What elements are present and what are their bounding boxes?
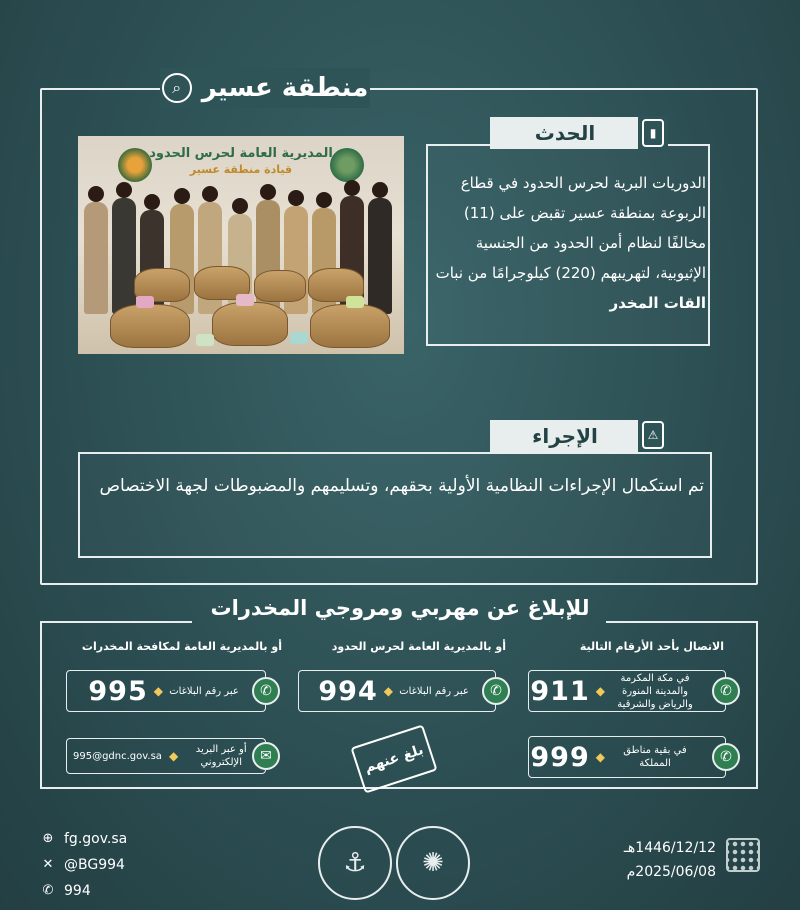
event-text-main: الدوريات البرية لحرس الحدود في قطاع الربوعة بمنطقة عسير تقبض على (11) مخالفًا لنظام أمن الحدود من الجنسية الإثيوبية، لتهريبهم (220) كيلوجرامًا من نبات <box>435 174 706 282</box>
event-photo <box>78 136 404 354</box>
email-label: أو عبر البريد الإلكتروني <box>195 744 247 768</box>
phone-icon: ✆ <box>712 677 740 705</box>
person <box>368 198 392 314</box>
saudi-emblem-seal: ✺ <box>396 826 470 900</box>
number-999: 999 <box>530 741 590 773</box>
col-head-mid: أو بالمديرية العامة لحرس الحدود <box>331 640 506 653</box>
action-tab <box>490 420 640 452</box>
action-tab-label: الإجراء <box>532 424 598 448</box>
footer-website-row[interactable] <box>40 826 127 852</box>
region-title <box>160 68 370 108</box>
sack <box>212 302 288 346</box>
radio-icon: ▮ <box>642 119 664 147</box>
number-911-desc: في مكة المكرمة والمدينة المنورة والرياض والشرقية <box>617 672 693 710</box>
photo-banner <box>78 146 404 176</box>
number-999-desc: في بقية مناطق المملكة <box>623 745 687 769</box>
footer-links <box>40 826 127 904</box>
phone-icon: ✆ <box>712 743 740 771</box>
footer-dates <box>624 836 716 884</box>
package <box>196 334 214 346</box>
footer-phone[interactable]: 994 <box>64 883 91 899</box>
email-address[interactable]: 995@gdnc.gov.sa <box>73 750 162 762</box>
event-text-bold: القات المخدر <box>609 294 706 312</box>
package <box>236 294 254 306</box>
sack <box>110 304 190 348</box>
date-gregorian: 2025/06/08م <box>626 864 716 880</box>
number-card-911[interactable] <box>528 670 726 712</box>
border-guard-seal: ⚓ <box>318 826 392 900</box>
magnifier-icon: ⌕ <box>162 73 192 103</box>
number-994: 994 <box>318 675 378 707</box>
event-tab-label: الحدث <box>534 121 596 145</box>
siren-icon: ⚠ <box>642 421 664 449</box>
phone-icon: ✆ <box>482 677 510 705</box>
event-tab-icon-wrap <box>638 116 668 150</box>
photo-banner-line1: المديرية العامة لحرس الحدود <box>149 146 333 161</box>
action-box <box>78 452 712 558</box>
diamond-icon: ◆ <box>383 684 393 698</box>
phone-icon: ✆ <box>42 883 54 898</box>
diamond-icon: ◆ <box>153 684 163 698</box>
photo-banner-line2: قيادة منطقة عسير <box>189 163 293 176</box>
number-995-desc: عبر رقم البلاغات <box>169 685 239 697</box>
report-stamp: بلغ عنهم <box>350 724 437 793</box>
calendar-icon <box>726 838 760 872</box>
number-card-999[interactable] <box>528 736 726 778</box>
package <box>346 296 364 308</box>
col-head-left: أو بالمديرية العامة لمكافحة المخدرات <box>81 640 282 653</box>
number-card-995[interactable] <box>66 670 266 712</box>
action-text: تم استكمال الإجراءات النظامية الأولية بحقهم، وتسليمهم والمضبوطات لجهة الاختصاص <box>99 476 704 496</box>
footer-website[interactable]: fg.gov.sa <box>64 831 128 847</box>
envelope-icon: ✉ <box>252 742 280 770</box>
phone-icon: ✆ <box>252 677 280 705</box>
footer-phone-row[interactable] <box>40 878 127 904</box>
globe-icon: ⊕ <box>42 831 54 846</box>
date-hijri: 1446/12/12هـ <box>623 840 716 856</box>
action-tab-icon-wrap <box>638 418 668 452</box>
number-994-desc: عبر رقم البلاغات <box>399 685 469 697</box>
col-head-right: الاتصال بأحد الأرقام التالية <box>579 640 724 653</box>
package <box>290 332 308 344</box>
number-card-994[interactable] <box>298 670 496 712</box>
sack <box>310 304 390 348</box>
person <box>84 202 108 314</box>
footer-handle-row[interactable] <box>40 852 127 878</box>
number-995: 995 <box>88 675 148 707</box>
x-icon: ✕ <box>42 857 54 872</box>
diamond-icon: ◆ <box>169 749 179 763</box>
report-title: للإبلاغ عن مهربي ومروجي المخدرات <box>210 596 590 620</box>
package <box>136 296 154 308</box>
event-tab <box>490 117 640 149</box>
number-911: 911 <box>530 675 590 707</box>
diamond-icon: ◆ <box>595 750 605 764</box>
diamond-icon: ◆ <box>595 684 605 698</box>
event-text <box>430 168 706 318</box>
person <box>112 198 136 314</box>
email-card[interactable] <box>66 738 266 774</box>
sack <box>254 270 306 302</box>
footer-handle[interactable]: @BG994 <box>64 857 125 873</box>
region-title-text: منطقة عسير <box>201 73 369 103</box>
